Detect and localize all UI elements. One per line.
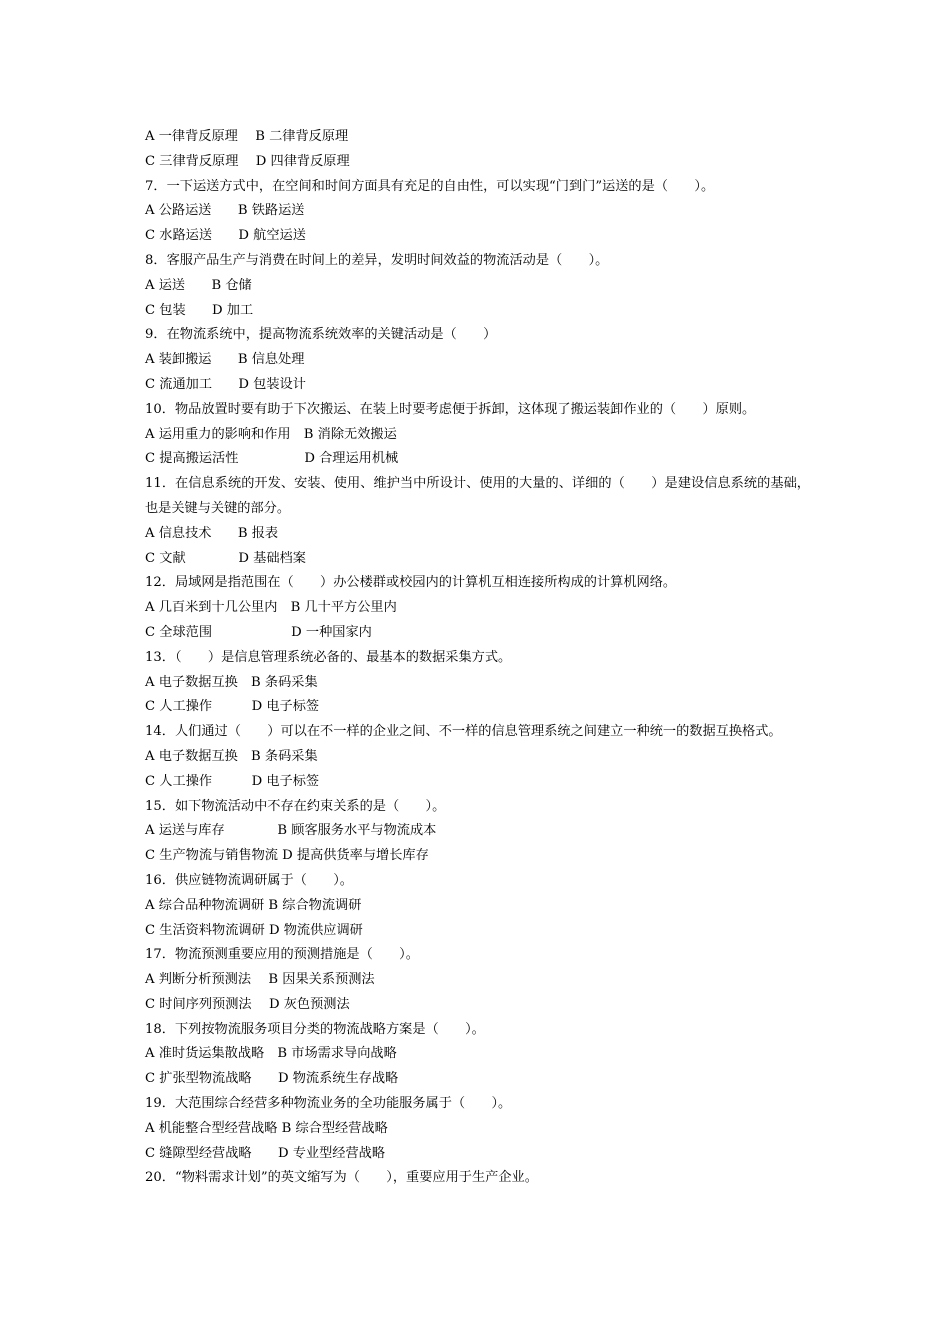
- answer-options: C 时间序列预测法 D 灰色预测法: [145, 996, 350, 1012]
- answer-options: C 缝隙型经营战略 D 专业型经营战略: [145, 1145, 386, 1161]
- answer-options: A 综合品种物流调研 B 综合物流调研: [145, 897, 362, 913]
- answer-options: A 装卸搬运 B 信息处理: [145, 352, 305, 368]
- question-text: 18．下列按物流服务项目分类的物流战略方案是（ ）。: [145, 1021, 485, 1037]
- answer-options: A 几百米到十几公里内 B 几十平方公里内: [145, 600, 397, 616]
- answer-options: C 三律背反原理 D 四律背反原理: [145, 153, 350, 169]
- question-text: 7．一下运送方式中，在空间和时间方面具有充足的自由性，可以实现“门到门”运送的是（ ）。: [145, 178, 715, 194]
- answer-options: C 全球范围 D 一种国家内: [145, 624, 372, 640]
- question-text: 14．人们通过（ ）可以在不一样的企业之间、不一样的信息管理系统之间建立一种统一的数据互换格式。: [145, 724, 782, 740]
- answer-options: A 电子数据互换 B 条码采集: [145, 674, 318, 690]
- answer-options: A 机能整合型经营战略 B 综合型经营战略: [145, 1120, 388, 1136]
- answer-options: C 水路运送 D 航空运送: [145, 228, 306, 244]
- answer-options: A 一律背反原理 B 二律背反原理: [145, 129, 349, 144]
- answer-options: A 电子数据互换 B 条码采集: [145, 748, 318, 764]
- answer-options: C 人工操作 D 电子标签: [145, 773, 320, 789]
- document-body: [145, 125, 810, 1191]
- question-text: 19．大范围综合经营多种物流业务的全功能服务属于（ ）。: [145, 1096, 512, 1112]
- answer-options: A 运用重力的影响和作用 B 消除无效搬运: [145, 426, 397, 442]
- answer-options: A 公路运送 B 铁路运送: [145, 203, 305, 219]
- answer-options: A 运送与库存 B 顾客服务水平与物流成本: [145, 823, 437, 839]
- answer-options: C 包装 D 加工: [145, 302, 254, 318]
- answer-options: C 流通加工 D 包装设计: [145, 376, 306, 392]
- answer-options: C 生产物流与销售物流 D 提高供货率与增长库存: [145, 848, 429, 864]
- question-text: 9．在物流系统中，提高物流系统效率的关键活动是（ ）: [145, 327, 497, 343]
- answer-options: C 提高搬运活性 D 合理运用机械: [145, 451, 399, 467]
- answer-options: A 判断分析预测法 B 因果关系预测法: [145, 972, 375, 988]
- question-text: 11．在信息系统的开发、安装、使用、维护当中所设计、使用的大量的、详细的（ ）是建设信息系统的基础，也是关键与关键的部分。: [145, 476, 810, 516]
- question-text: 20．“物料需求计划”的英文缩写为（ ），重要应用于生产企业。: [145, 1170, 538, 1186]
- answer-options: C 文献 D 基础档案: [145, 550, 306, 566]
- answer-options: C 扩张型物流战略 D 物流系统生存战略: [145, 1071, 399, 1087]
- answer-options: A 准时货运集散战略 B 市场需求导向战略: [145, 1046, 397, 1062]
- answer-options: A 运送 B 仓储: [145, 277, 252, 293]
- answer-options: A 信息技术 B 报表: [145, 525, 279, 541]
- answer-options: C 人工操作 D 电子标签: [145, 699, 320, 715]
- question-text: 10．物品放置时要有助于下次搬运、在装上时要考虑便于拆卸，这体现了搬运装卸作业的（ ）原则。: [145, 401, 756, 417]
- question-text: 13．（ ）是信息管理系统必备的、最基本的数据采集方式。: [145, 649, 512, 665]
- answer-options: C 生活资料物流调研 D 物流供应调研: [145, 922, 363, 938]
- question-text: 15．如下物流活动中不存在约束关系的是（ ）。: [145, 798, 446, 814]
- question-text: 17．物流预测重要应用的预测措施是（ ）。: [145, 947, 419, 963]
- question-text: 12．局域网是指范围在（ ）办公楼群或校园内的计算机互相连接所构成的计算机网络。: [145, 575, 677, 591]
- question-text: 16．供应链物流调研属于（ ）。: [145, 872, 353, 888]
- question-text: 8．客服产品生产与消费在时间上的差异，发明时间效益的物流活动是（ ）。: [145, 252, 609, 268]
